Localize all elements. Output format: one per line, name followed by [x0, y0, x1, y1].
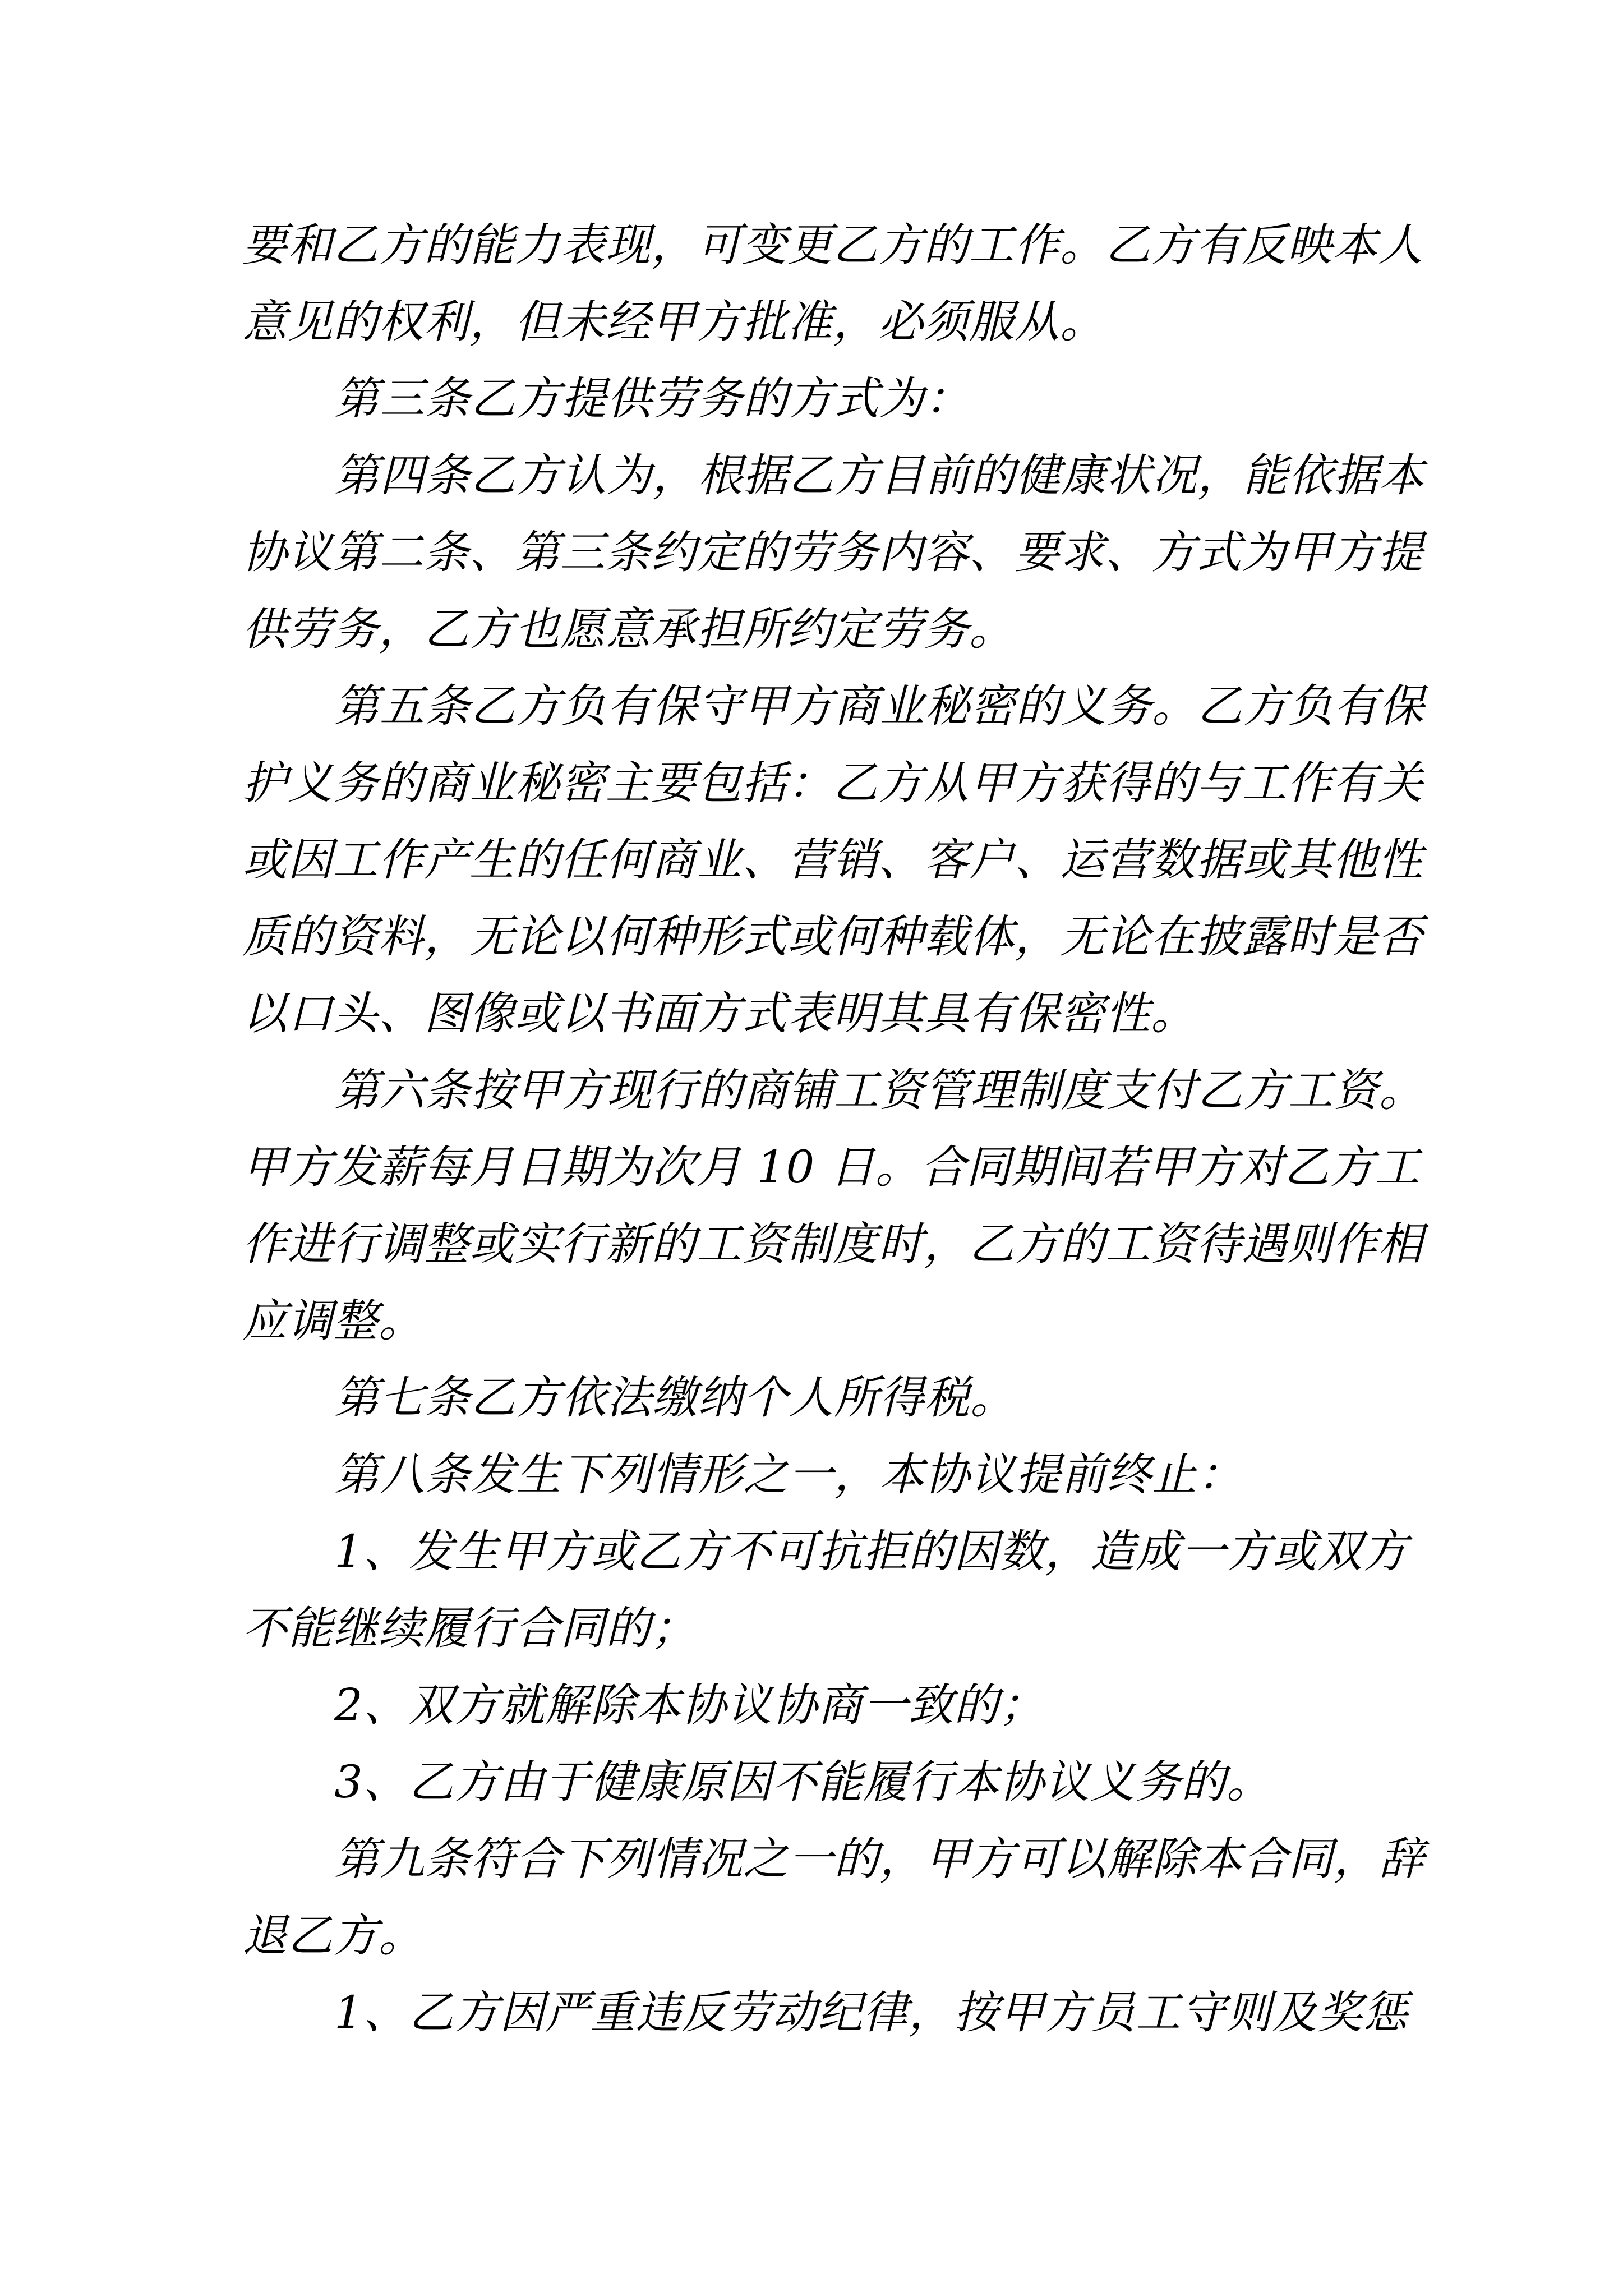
- text-line: 第五条乙方负有保守甲方商业秘密的义务。乙方负有保: [334, 680, 1424, 732]
- text-line: 应调整。: [242, 1295, 424, 1347]
- text-line: 质的资料，无论以何种形式或何种载体，无论在披露时是否: [242, 910, 1423, 963]
- text-line: 第九条符合下列情况之一的，甲方可以解除本合同，辞: [334, 1833, 1424, 1885]
- text-line: 第三条乙方提供劳务的方式为：: [334, 372, 970, 425]
- text-line: 第七条乙方依法缴纳个人所得税。: [334, 1372, 1016, 1424]
- text-line: 协议第二条、第三条约定的劳务内容、要求、方式为甲方提: [242, 526, 1423, 578]
- contract-text-block: [242, 206, 1424, 2051]
- text-line: 1、乙方因严重违反劳动纪律，按甲方员工守则及奖惩: [334, 1986, 1408, 2039]
- text-line: 2、双方就解除本协议协商一致的；: [334, 1679, 1045, 1731]
- text-line: 要和乙方的能力表现，可变更乙方的工作。乙方有反映本人: [242, 219, 1423, 271]
- text-line: 作进行调整或实行新的工资制度时，乙方的工资待遇则作相: [242, 1218, 1423, 1270]
- text-line: 1、发生甲方或乙方不可抗拒的因数，造成一方或双方: [334, 1525, 1408, 1577]
- text-line: 不能继续履行合同的；: [242, 1602, 697, 1654]
- text-line: 第六条按甲方现行的商铺工资管理制度支付乙方工资。: [334, 1064, 1424, 1116]
- text-line: 第四条乙方认为，根据乙方目前的健康状况，能依据本: [334, 449, 1424, 501]
- text-line: 退乙方。: [242, 1910, 424, 1962]
- text-line: 或因工作产生的任何商业、营销、客户、运营数据或其他性: [242, 834, 1423, 886]
- text-line: 供劳务，乙方也愿意承担所约定劳务。: [242, 603, 1015, 655]
- text-line: 以口头、图像或以书面方式表明其具有保密性。: [242, 987, 1196, 1039]
- text-line: 意见的权利，但未经甲方批准，必须服从。: [242, 296, 1105, 348]
- text-line: 护义务的商业秘密主要包括：乙方从甲方获得的与工作有关: [242, 757, 1423, 809]
- text-line: 第八条发生下列情形之一，本协议提前终止：: [334, 1448, 1243, 1501]
- text-line: 3、乙方由于健康原因不能履行本协议义务的。: [334, 1756, 1272, 1808]
- text-line: 甲方发薪每月日期为次月 10 日。合同期间若甲方对乙方工: [242, 1141, 1421, 1193]
